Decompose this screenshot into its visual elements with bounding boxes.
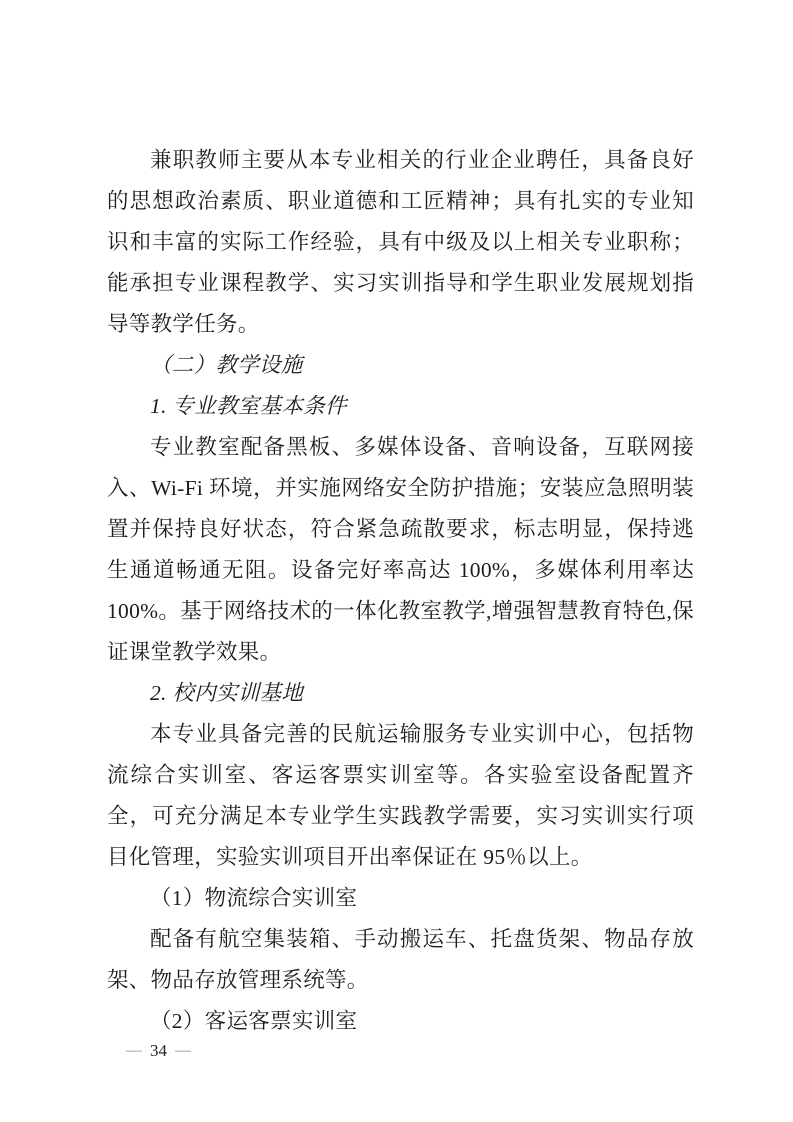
page-number: 34 <box>150 1041 167 1060</box>
paragraph-logistics-equipment: 配备有航空集装箱、手动搬运车、托盘货架、物品存放架、物品存放管理系统等。 <box>107 927 694 992</box>
subsection-heading-classroom-basic-conditions: 1. 专业教室基本条件 <box>150 394 347 418</box>
footer-dash-right: — <box>175 1042 191 1059</box>
paragraph-classroom-equipment: 专业教室配备黑板、多媒体设备、音响设备，互联网接入、Wi-Fi 环境，并实施网络安全防护措施；安装应急照明装置并保持良好状态，符合紧急疏散要求，标志明显，保持逃生通道畅通无阻。设备完好率高达 100%，多媒体利用率达 100%。基于网络技术的一体化教室教学,增强智慧教育特色,保证课堂教学效果。 <box>107 435 694 664</box>
subsection-heading-campus-training-base: 2. 校内实训基地 <box>150 681 304 705</box>
item-heading-logistics-training-room: （1）物流综合实训室 <box>150 886 358 910</box>
page-footer <box>126 1040 191 1062</box>
footer-dash-left: — <box>126 1042 142 1059</box>
item-heading-passenger-ticketing-training-room: （2）客运客票实训室 <box>150 1009 358 1033</box>
paragraph-training-center: 本专业具备完善的民航运输服务专业实训中心，包括物流综合实训室、客运客票实训室等。各实验室设备配置齐全，可充分满足本专业学生实践教学需要，实习实训实行项目化管理，实验实训项目开出率保证在 95％以上。 <box>107 722 694 869</box>
paragraph-parttime-teachers: 兼职教师主要从本专业相关的行业企业聘任，具备良好的思想政治素质、职业道德和工匠精神；具有扎实的专业知识和丰富的实际工作经验，具有中级及以上相关专业职称；能承担专业课程教学、实习实训指导和学生职业发展规划指导等教学任务。 <box>107 148 694 336</box>
section-heading-teaching-facilities: （二）教学设施 <box>150 353 303 377</box>
document-body <box>107 140 694 1042</box>
